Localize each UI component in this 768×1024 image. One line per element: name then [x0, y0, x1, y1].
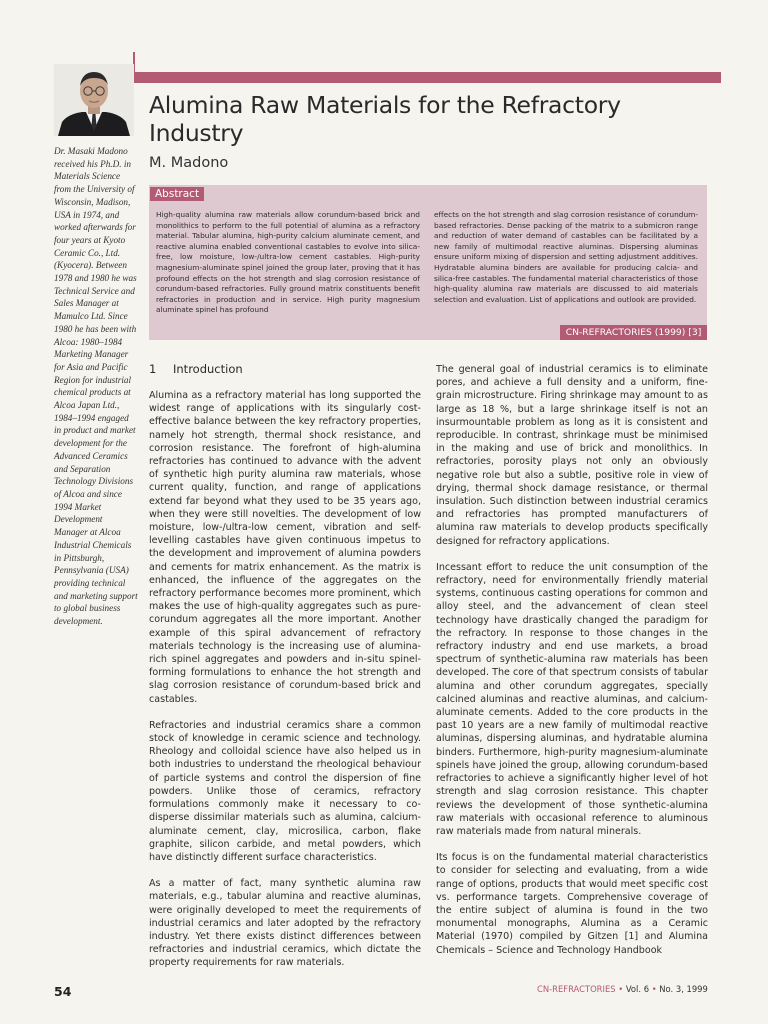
footer-journal: CN-REFRACTORIES — [537, 984, 616, 994]
paragraph: Refractories and industrial ceramics share a common stock of knowledge in ceramic science and technology. Rheology and colloidal science have also helped us in both industries to understand the rheological behaviour of particle systems and control the dispersion of fine powders. Unlike those of ceramics, refractory formulations commonly make it necessary to co-disperse dissimilar materials such as alumina, calcium-aluminate cement, clay, microsilica, carbon, flake graphite, silicon carbide, and metal powders, which have distinctly different surface characteristics. — [149, 719, 421, 863]
author-portrait-icon — [54, 64, 134, 136]
page-number: 54 — [54, 984, 72, 999]
body-column-right — [436, 363, 708, 970]
paragraph: Its focus is on the fundamental material characteristics to consider for selecting and evaluating, from a wide range of options, products that would meet specific cost vs. performance targets. Comprehensive coverage of the entire subject of alumina is found in the two monumental monographs, Alumina as a Ceramic Material (1970) compiled by Gitzen [1] and Alumina Chemicals – Science and Technology Handbook — [436, 852, 708, 956]
paragraph: Incessant effort to reduce the unit consumption of the refractory, need for environmentally friendly material systems, continuous casting operations for common and alloy steel, and the advancement of clean steel technology have drastically changed the paradigm for the refractory. In response to those changes in the refractory industry and end use markets, a broad spectrum of synthetic-alumina raw materials has been developed. The core of that spectrum consists of tabular alumina and other corundum aggregates, specially calcined aluminas and reactive aluminas, and calcium-aluminate cements. Added to the core products in the past 10 years are a new family of multimodal reactive aluminas, dispersing aluminas, and hydratable alumina binders. Furthermore, high-purity magnesium-aluminate spinels have joined the group, allowing corundum-based refractories to achieve a significantly higher level of hot strength and slag corrosion resistance. This chapter reviews the development of those synthetic-alumina raw materials with occasional reference to aluminous raw materials made from natural minerals. — [436, 561, 708, 837]
paragraph: Alumina as a refractory material has long supported the widest range of applications with its singularly cost-effective balance between the key refractory properties, namely hot strength, thermal shock resistance, and corrosion resistance. The forefront of high-alumina refractories has continued to advance with the advent of synthetic high purity alumina raw materials, whose current quality, function, and range of applications extend far beyond what they used to be 35 years ago, when they were still novelties. The development of low moisture, low-/ultra-low cement, vibration and self-levelling castables have given continuous impetus to the development and improvement of alumina powders and cements for matrix enhancement. As the matrix is enhanced, the influence of the aggregates on the refractory performance becomes more prominent, which makes the use of high-quality aggregates such as pure-corundum aggregates all the more important. Another example of this spiral advancement of refractory materials technology is the increasing use of alumina-rich spinel aggregates and powders and in-situ spinel-forming formulations to enhance the hot strength and slag corrosion resistance of corundum-based brick and castables. — [149, 390, 421, 705]
author-bio: Dr. Masaki Madono received his Ph.D. in Materials Science from the University of Wisconsin, Madison, USA in 1974, and worked afterwards for four years at Kyoto Ceramic Co., Ltd. (Kyocera). Between 1978 and 1980 he was Technical Service and Sales Manager at Mamulco Ltd. Since 1980 he has been with Alcoa: 1980–1984 Marketing Manager for Asia and Pacific Region for industrial chemical products at Alcoa Japan Ltd., 1984–1994 engaged in product and market development for the Advanced Ceramics and Separation Technology Divisions of Alcoa and since 1994 Market Development Manager at Alcoa Industrial Chemicals in Pittsburgh, Pennsylvania (USA) providing technical and marketing support to global business development. — [54, 146, 138, 627]
header-rule — [133, 72, 721, 83]
body-column-left — [149, 389, 421, 983]
section-heading — [149, 362, 243, 376]
section-title: Introduction — [173, 362, 243, 376]
footer-volume: Vol. 6 — [625, 984, 650, 994]
paragraph: As a matter of fact, many synthetic alumina raw materials, e.g., tabular alumina and reactive aluminas, were originally developed to meet the requirements of industrial ceramics and later adopted by the refractory industry. Yet there exists distinct differences between refractories and industrial ceramics, which dictate the property requirements for raw materials. — [149, 878, 421, 969]
abstract-text-col1: High-quality alumina raw materials allow corundum-based brick and monolithics to perform to the full potential of alumina as a refractory material. Tabular alumina, high-purity calcium aluminate cement, and reactive alumina enabled conventional castables to evolve into silica-free, low moisture, low-/ultra-low cement castables. High-purity magnesium-aluminate spinel joined the group later, proving that it has profound effects on the hot strength and slag corrosion resistance of corundum-based refractories. Fully ground matrix constituents benefit refractories in production and in service. High purity magnesium aluminate spinel has profound — [156, 210, 420, 315]
footer-separator: • — [649, 984, 660, 994]
article-author: M. Madono — [149, 155, 229, 171]
footer-separator: • — [615, 984, 626, 994]
paragraph: The general goal of industrial ceramics is to eliminate pores, and achieve a full density and a uniform, fine-grain microstructure. Firing shrinkage may amount to as large as 18 %, but a large shrinkage itself is not an insurmountable problem as long as it is consistent and reproducible. In contrast, shrinkage must be minimised in the making and use of brick and monolithics. In refractories, porosity plays not only an obviously negative role but also a subtle, positive role in view of drying, thermal shock damage resistance, or thermal insulation. Such distinction between industrial ceramics and refractories has prompted manufacturers of alumina raw materials to develop products specifically designed for refractory applications. — [436, 364, 708, 547]
author-photo — [54, 64, 134, 136]
article-title: Alumina Raw Materials for the Refractory Industry — [149, 91, 621, 147]
journal-citation-badge: CN-REFRACTORIES (1999) [3] — [560, 325, 707, 340]
abstract-text-col2: effects on the hot strength and slag corrosion resistance of corundum-based refractories. Dense packing of the matrix to a submicron range and reduction of water demand of castables can be facilitated by a new family of multimodal reactive aluminas. Dispersing aluminas ensure uniform mixing of dispersion and setting adjustment additives. Hydratable alumina binders are available for producing calcia- and silica-free castables. The fundamental material characteristics of those high-quality alumina raw materials are discussed to aid materials selection and evaluation. List of applications and outlook are provided. — [434, 210, 698, 304]
running-footer — [537, 984, 707, 994]
section-number: 1 — [149, 362, 157, 376]
abstract-label: Abstract — [150, 187, 204, 201]
footer-issue: No. 3, 1999 — [659, 984, 708, 994]
